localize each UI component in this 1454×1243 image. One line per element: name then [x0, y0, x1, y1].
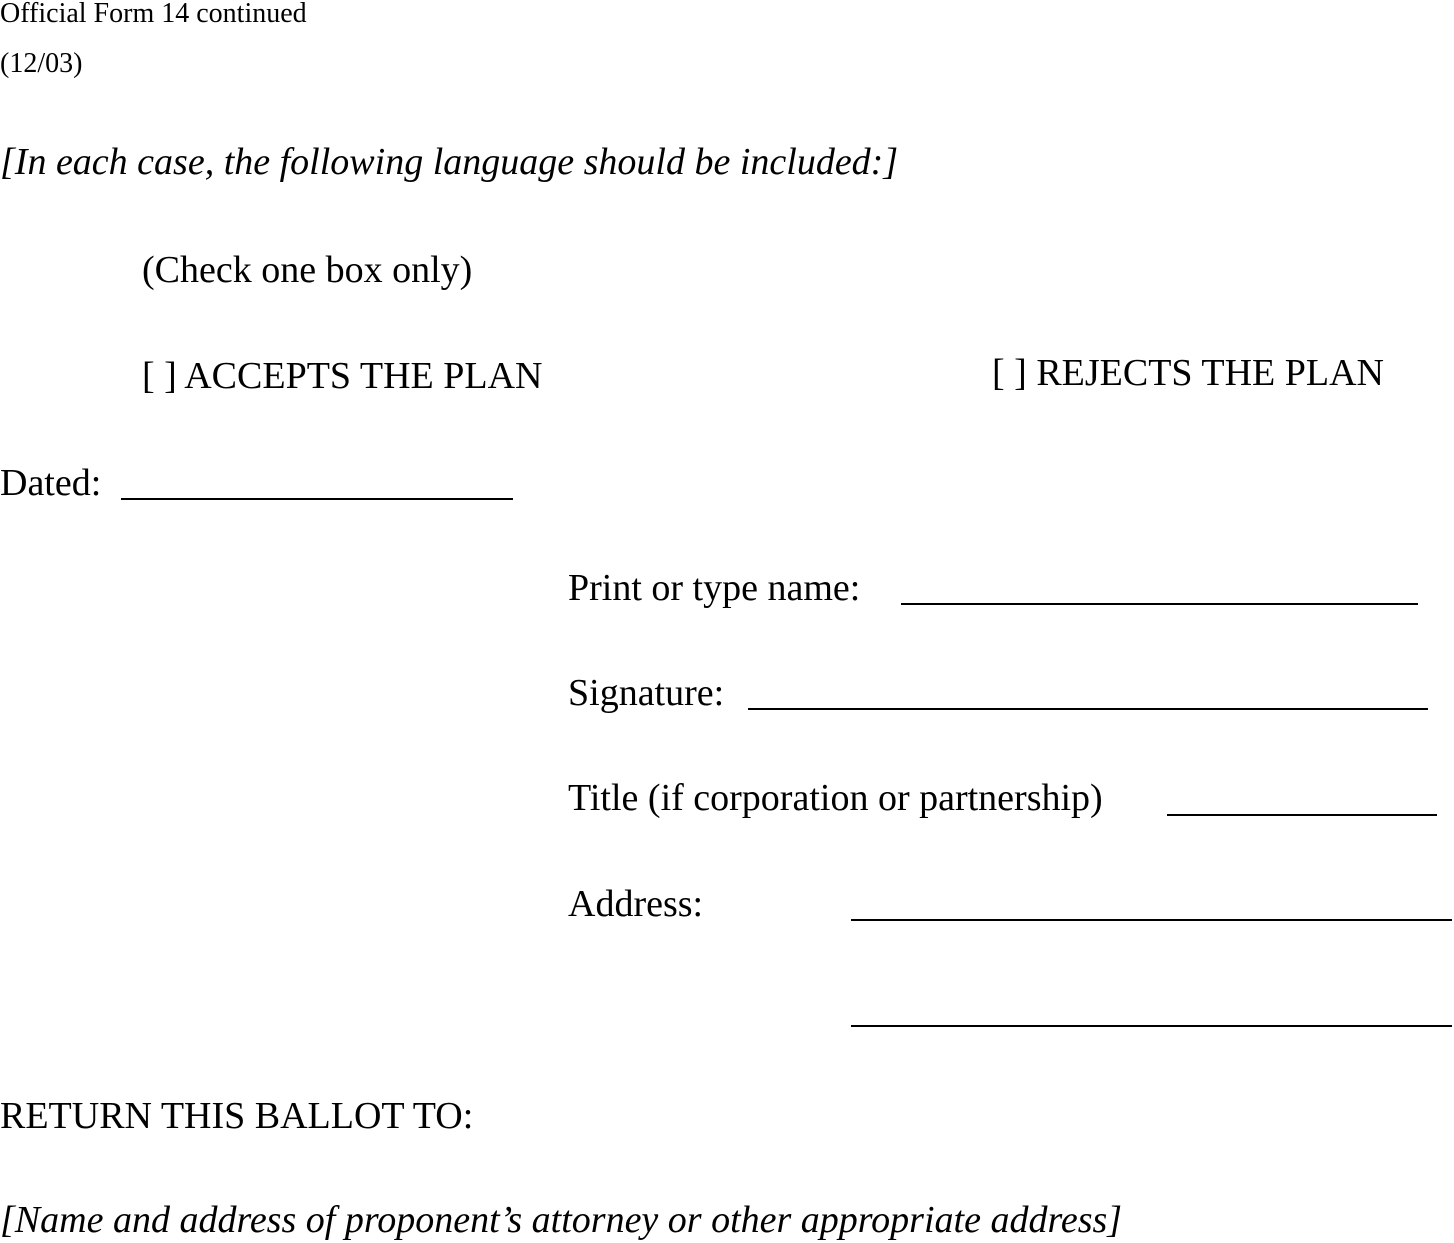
signature-underline	[748, 708, 1428, 710]
title-underline	[1167, 814, 1437, 816]
reject-checkbox[interactable]: [ ]	[992, 352, 1027, 394]
reject-plan-option[interactable]	[992, 354, 1384, 392]
dated-underline	[121, 498, 513, 500]
instruction-text: [In each case, the following language should be included:]	[0, 141, 899, 183]
title-label: Title (if corporation or partnership)	[568, 777, 1103, 819]
address-line-1-field[interactable]	[855, 881, 1448, 919]
dated-field[interactable]	[125, 460, 511, 498]
return-label: RETURN THIS BALLOT TO:	[0, 1095, 474, 1137]
address-line-2-underline	[851, 1025, 1452, 1027]
address-label: Address:	[568, 883, 704, 925]
accept-plan-option[interactable]	[142, 357, 542, 395]
form-title: Official Form 14 continued	[0, 0, 307, 29]
signature-field[interactable]	[752, 670, 1424, 708]
accept-label: ACCEPTS THE PLAN	[184, 355, 543, 397]
address-line-2-field[interactable]	[855, 987, 1448, 1025]
address-line-1-underline	[851, 919, 1452, 921]
dated-label: Dated:	[0, 462, 102, 504]
print-name-underline	[901, 603, 1418, 605]
accept-checkbox[interactable]: [ ]	[142, 355, 177, 397]
form-date: (12/03)	[0, 48, 83, 79]
print-name-field[interactable]	[905, 565, 1415, 603]
reject-label: REJECTS THE PLAN	[1036, 352, 1384, 394]
signature-label: Signature:	[568, 672, 725, 714]
return-address-placeholder: [Name and address of proponent’s attorney or other appropriate address]	[0, 1199, 1123, 1241]
print-name-label: Print or type name:	[568, 567, 861, 609]
check-note: (Check one box only)	[142, 249, 473, 291]
title-field[interactable]	[1171, 776, 1433, 814]
